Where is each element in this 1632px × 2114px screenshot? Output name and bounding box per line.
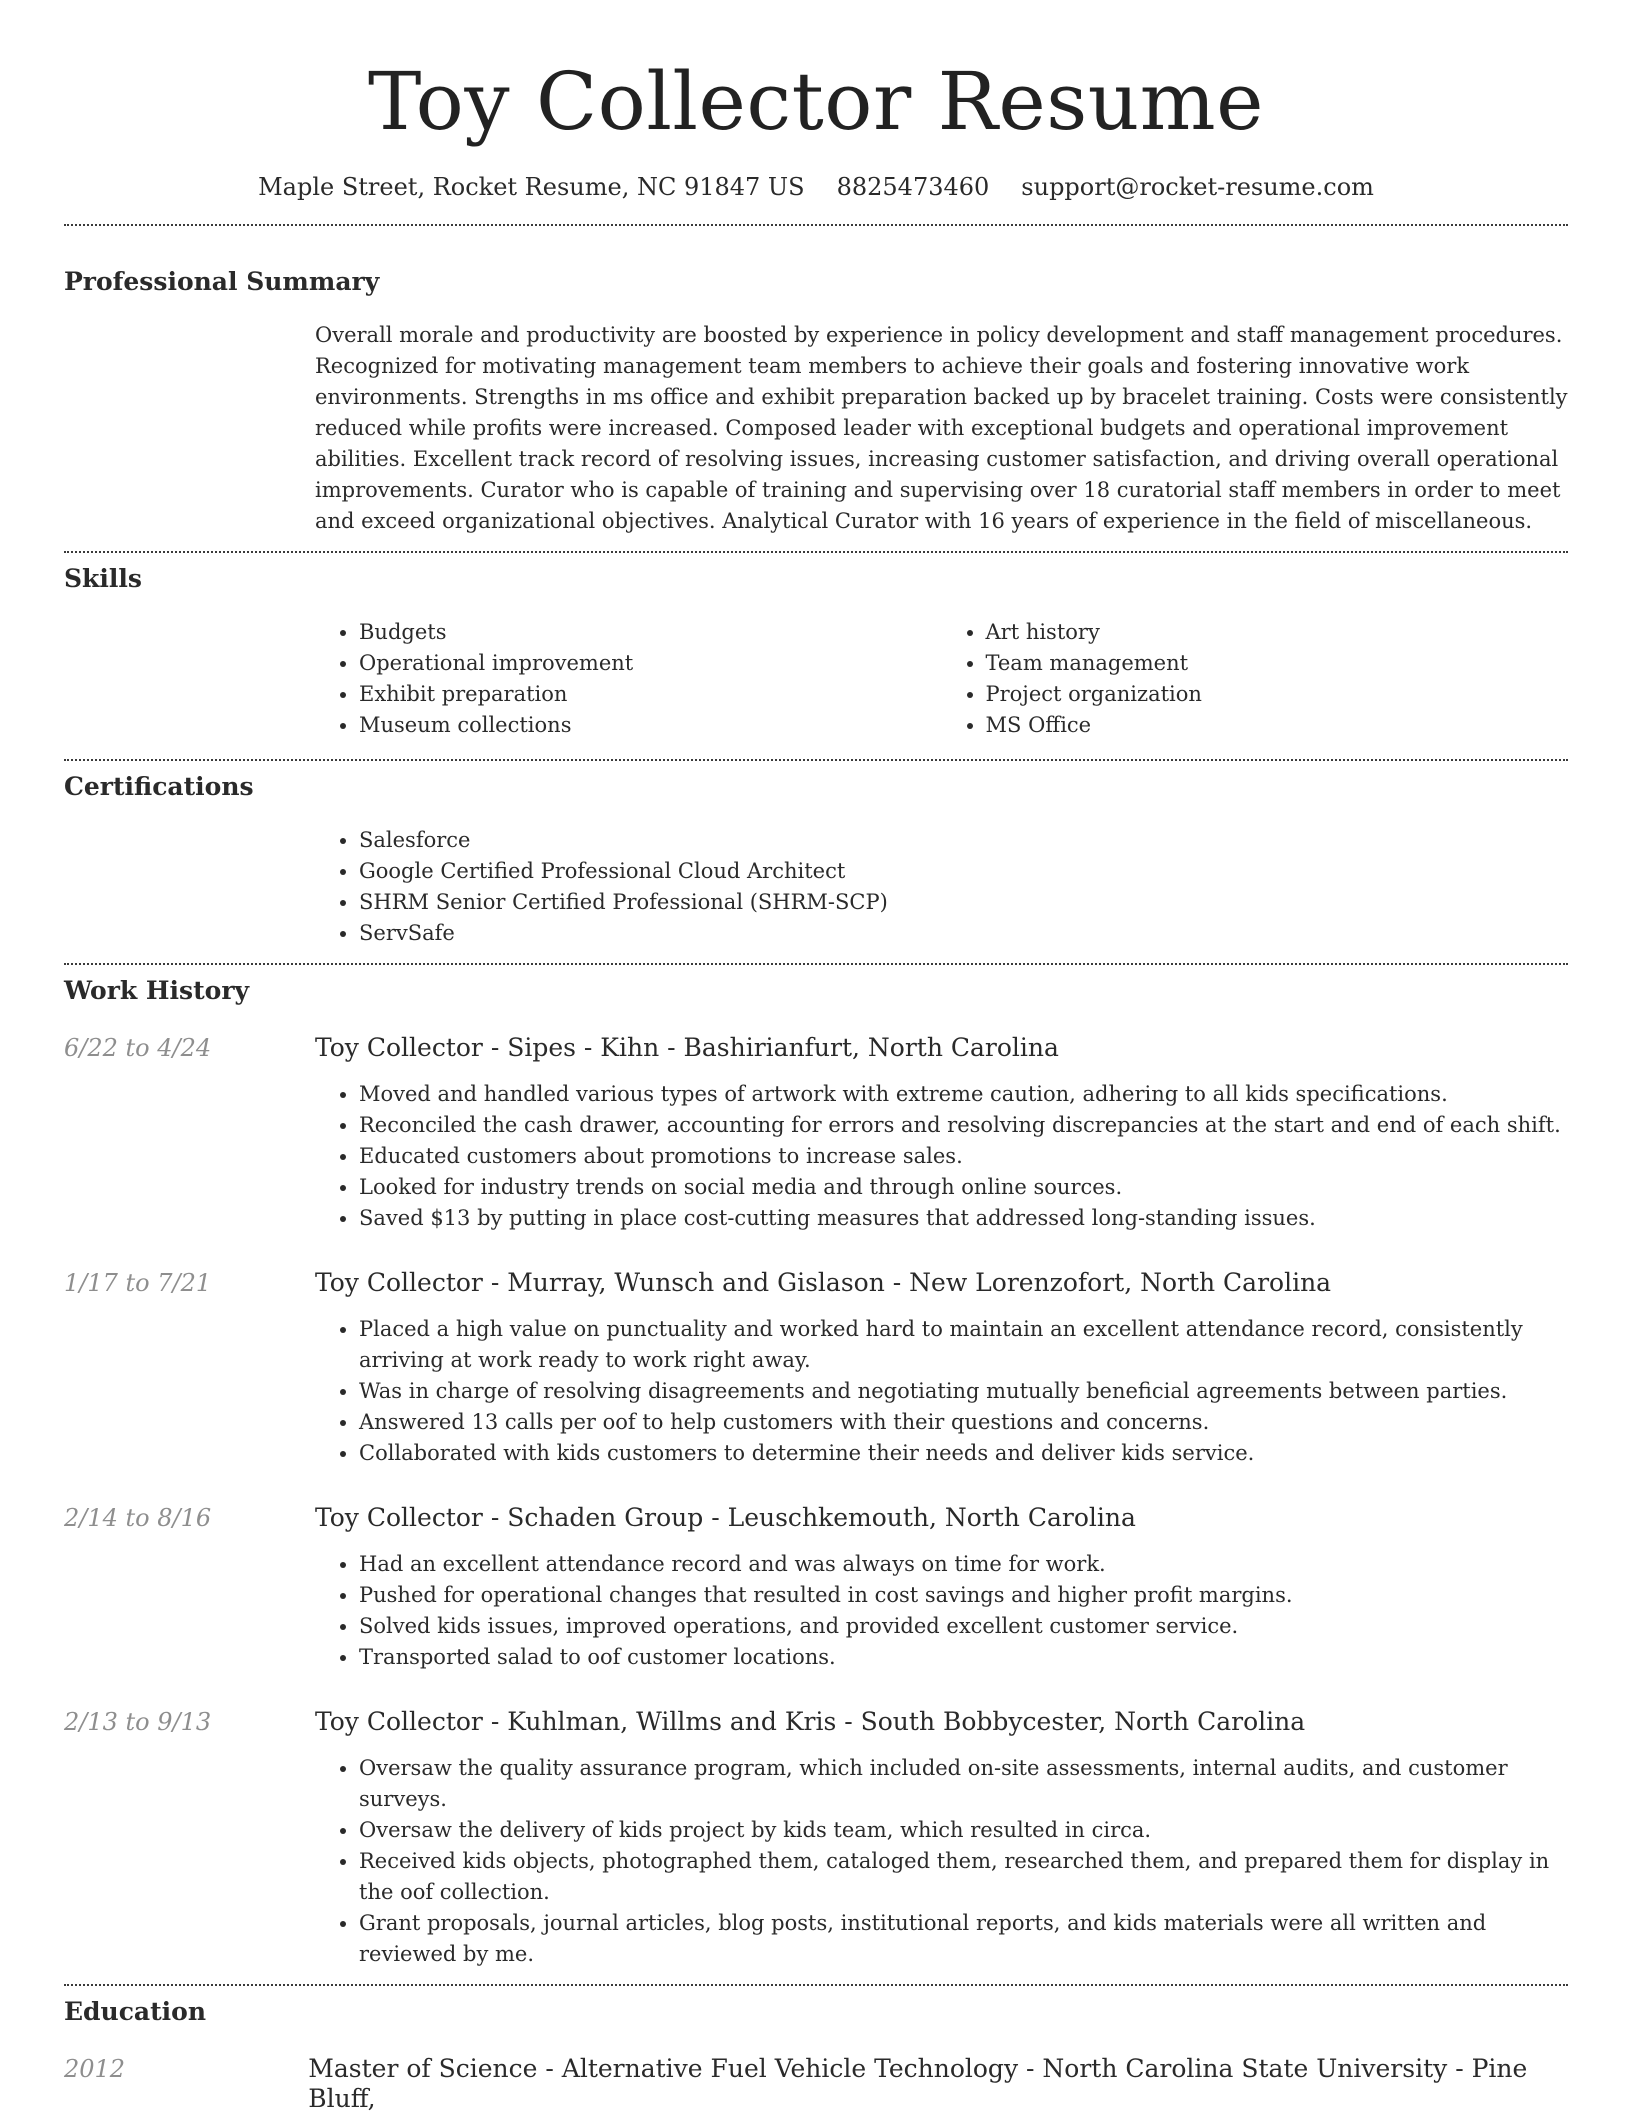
job-entry <box>64 1268 1568 1469</box>
job-dates: 2/13 to 9/13 <box>64 1708 212 1736</box>
certification-item: • Google Certified Professional Cloud Architect <box>359 856 1568 887</box>
skills-list-right <box>942 617 1569 741</box>
job-bullet: • Educated customers about promotions to increase sales. <box>359 1141 1568 1172</box>
divider-summary <box>64 551 1568 553</box>
section-certifications <box>64 771 1568 949</box>
section-title-skills: Skills <box>64 564 142 593</box>
job-bullet: • Was in charge of resolving disagreements and negotiating mutually beneficial agreements between parties. <box>359 1376 1568 1407</box>
divider-work <box>64 1984 1568 1986</box>
section-title-summary: Professional Summary <box>64 267 380 296</box>
education-entry <box>64 2054 1568 2114</box>
job-bullet: • Collaborated with kids customers to determine their needs and deliver kids service. <box>359 1438 1568 1469</box>
job-bullet: • Solved kids issues, improved operations, and provided excellent customer service. <box>359 1611 1568 1642</box>
job-entry <box>64 1033 1568 1234</box>
job-bullet: • Reconciled the cash drawer, accounting for errors and resolving discrepancies at the start and end of each shift. <box>359 1110 1568 1141</box>
skills-list-left <box>315 617 942 741</box>
certification-item: • ServSafe <box>359 918 1568 949</box>
education-header <box>64 2054 1568 2114</box>
section-title-education: Education <box>64 1997 207 2026</box>
job-bullet: • Had an excellent attendance record and was always on time for work. <box>359 1549 1568 1580</box>
divider-certifications <box>64 963 1568 965</box>
job-bullet: • Answered 13 calls per oof to help customers with their questions and concerns. <box>359 1407 1568 1438</box>
contact-email: support@rocket-resume.com <box>1021 173 1374 201</box>
section-work-history <box>64 975 1568 1970</box>
skill-item: • Team management <box>986 648 1569 679</box>
job-dates: 1/17 to 7/21 <box>64 1269 212 1297</box>
education-title: Master of Science - Alternative Fuel Vehicle Technology - North Carolina State University - Pine Bluff, <box>308 2054 1528 2113</box>
contact-phone: 8825473460 <box>836 173 990 201</box>
skill-item: • Budgets <box>359 617 942 648</box>
job-bullet: • Looked for industry trends on social media and through online sources. <box>359 1172 1568 1203</box>
job-entry <box>64 1503 1568 1673</box>
job-bullet: • Saved $13 by putting in place cost-cutting measures that addressed long-standing issues. <box>359 1203 1568 1234</box>
contact-line <box>64 172 1568 202</box>
job-bullet: • Grant proposals, journal articles, blog posts, institutional reports, and kids materials were all written and reviewed by me. <box>359 1908 1568 1970</box>
section-title-work: Work History <box>64 976 250 1005</box>
job-title: Toy Collector - Schaden Group - Leuschkemouth, North Carolina <box>315 1503 1136 1532</box>
certification-item: • Salesforce <box>359 825 1568 856</box>
job-bullet: • Moved and handled various types of artwork with extreme caution, adhering to all kids specifications. <box>359 1079 1568 1110</box>
skill-item: • Exhibit preparation <box>359 679 942 710</box>
skill-item: • MS Office <box>986 710 1569 741</box>
job-bullet: • Oversaw the delivery of kids project by kids team, which resulted in circa. <box>359 1815 1568 1846</box>
job-title: Toy Collector - Sipes - Kihn - Bashirianfurt, North Carolina <box>315 1033 1059 1062</box>
skill-item: • Project organization <box>986 679 1569 710</box>
job-dates: 6/22 to 4/24 <box>64 1034 212 1062</box>
job-bullet-list <box>315 1549 1568 1673</box>
certifications-content <box>315 825 1568 949</box>
job-title: Toy Collector - Murray, Wunsch and Gislason - New Lorenzofort, North Carolina <box>315 1268 1332 1297</box>
divider-header <box>64 224 1568 226</box>
job-entry <box>64 1707 1568 1970</box>
job-bullet: • Received kids objects, photographed them, cataloged them, researched them, and prepared them for display in the oof collection. <box>359 1846 1568 1908</box>
divider-skills <box>64 759 1568 761</box>
section-summary <box>64 266 1568 537</box>
section-education <box>64 1996 1568 2114</box>
job-bullets <box>315 1753 1568 1970</box>
job-bullet: • Transported salad to oof customer locations. <box>359 1642 1568 1673</box>
job-bullet: • Pushed for operational changes that resulted in cost savings and higher profit margins. <box>359 1580 1568 1611</box>
job-bullets <box>315 1079 1568 1234</box>
job-title: Toy Collector - Kuhlman, Willms and Kris - South Bobbycester, North Carolina <box>315 1707 1306 1736</box>
job-header <box>64 1707 1568 1737</box>
skills-columns <box>315 617 1568 741</box>
skill-item: • Museum collections <box>359 710 942 741</box>
summary-text: Overall morale and productivity are boosted by experience in policy development and staff management procedures. Recognized for motivating management team members to achieve their goals and fostering innovative work environments. Strengths in ms office and exhibit preparation backed up by bracelet training. Costs were consistently reduced while profits were increased. Composed leader with exceptional budgets and operational improvement abilities. Excellent track record of resolving issues, increasing customer satisfaction, and driving overall operational improvements. Curator who is capable of training and supervising over 18 curatorial staff members in order to meet and exceed organizational objectives. Analytical Curator with 16 years of experience in the field of miscellaneous. <box>315 323 1568 533</box>
skill-item: • Art history <box>986 617 1569 648</box>
job-bullets <box>315 1549 1568 1673</box>
resume-title: Toy Collector Resume <box>368 55 1264 148</box>
skill-item: • Operational improvement <box>359 648 942 679</box>
contact-address: Maple Street, Rocket Resume, NC 91847 US <box>258 173 805 201</box>
certifications-list <box>315 825 1568 949</box>
job-dates: 2/14 to 8/16 <box>64 1504 212 1532</box>
certification-item: • SHRM Senior Certified Professional (SHRM-SCP) <box>359 887 1568 918</box>
section-title-certifications: Certifications <box>64 772 254 801</box>
job-bullet-list <box>315 1753 1568 1970</box>
job-bullet: • Placed a high value on punctuality and worked hard to maintain an excellent attendance record, consistently arriving at work ready to work right away. <box>359 1314 1568 1376</box>
resume-page <box>64 0 1568 2114</box>
job-bullet-list <box>315 1079 1568 1234</box>
job-bullets <box>315 1314 1568 1469</box>
job-header <box>64 1033 1568 1063</box>
job-bullet: • Oversaw the quality assurance program, which included on-site assessments, internal audits, and customer surveys. <box>359 1753 1568 1815</box>
job-header <box>64 1503 1568 1533</box>
education-year: 2012 <box>64 2055 126 2083</box>
job-header <box>64 1268 1568 1298</box>
section-skills <box>64 563 1568 741</box>
job-bullet-list <box>315 1314 1568 1469</box>
